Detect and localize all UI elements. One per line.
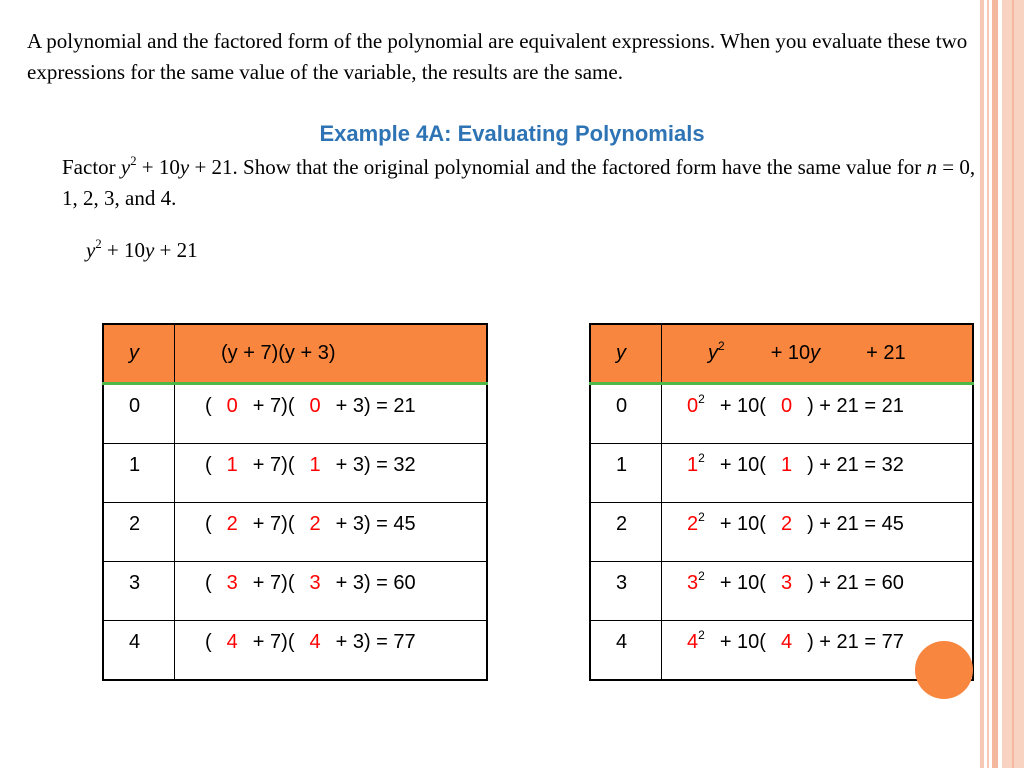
cell-exponent: 2: [698, 510, 705, 525]
header-factored: [175, 324, 488, 384]
cell-y: [590, 621, 662, 681]
cell-substituted: 2: [309, 513, 321, 535]
table-header-row: [590, 324, 973, 384]
problem-text: + 21. Show that the original polynomial and the factored form have the same value for: [189, 155, 927, 179]
decor-stripe: [987, 0, 989, 768]
cell-polynomial: [662, 503, 974, 562]
cell-polynomial-value: [672, 451, 904, 477]
cell-factored: [175, 562, 488, 621]
decor-circle: [915, 641, 973, 699]
header-y: [590, 324, 662, 384]
cell-y-value: 4: [129, 631, 141, 653]
cell-text: + 3) = 45: [335, 513, 416, 535]
cell-text: + 3) = 21: [335, 395, 416, 417]
cell-y-value: 0: [129, 395, 141, 417]
cell-substituted: 3: [780, 572, 793, 594]
cell-exponent: 2: [698, 628, 705, 643]
polynomial-expression: [86, 238, 198, 263]
table-row: [103, 384, 487, 444]
header-var: y: [810, 342, 821, 364]
cell-factored: [175, 444, 488, 503]
cell-text: + 10(: [719, 572, 766, 594]
cell-substituted: 1: [309, 454, 321, 476]
problem-variable-n: n: [926, 155, 937, 179]
cell-factored: [175, 503, 488, 562]
problem-text: = 0, 1, 2, 3, and 4.: [62, 155, 976, 210]
cell-substituted: 1: [780, 454, 793, 476]
cell-text: (: [205, 454, 212, 476]
cell-factored-value: [190, 631, 416, 654]
cell-text: ) + 21 = 21: [807, 395, 904, 417]
cell-text: + 7)(: [252, 513, 295, 535]
cell-text: + 3) = 60: [335, 572, 416, 594]
cell-text: + 10(: [719, 513, 766, 535]
cell-text: ) + 21 = 32: [807, 454, 904, 476]
cell-substituted: 4: [226, 631, 238, 653]
table-row: [103, 562, 487, 621]
cell-y: [103, 503, 175, 562]
cell-text: + 10(: [719, 454, 766, 476]
header-exp: 2: [718, 339, 725, 354]
factored-form-table: [102, 323, 488, 681]
cell-substituted: 0: [309, 395, 321, 417]
table-row: [590, 503, 973, 562]
cell-y: [590, 444, 662, 503]
cell-exponent: 2: [698, 392, 705, 407]
header-text: + 10: [770, 342, 811, 364]
cell-text: ) + 21 = 60: [807, 572, 904, 594]
cell-factored-value: [190, 572, 416, 595]
cell-y: [103, 621, 175, 681]
expr-text: + 21: [154, 238, 198, 262]
table-row: [103, 621, 487, 681]
cell-substituted: 2: [687, 513, 699, 535]
cell-factored-value: [190, 395, 416, 418]
cell-text: + 3) = 77: [335, 631, 416, 653]
cell-y-value: 1: [129, 454, 141, 476]
cell-factored-value: [190, 513, 416, 536]
table-row: [590, 444, 973, 503]
cell-polynomial-value: [672, 569, 904, 595]
cell-y-value: 1: [616, 454, 628, 476]
cell-y-value: 3: [129, 572, 141, 594]
cell-substituted: 0: [226, 395, 238, 417]
header-y-label: y: [616, 342, 626, 364]
cell-text: + 10(: [719, 631, 766, 653]
cell-substituted: 4: [687, 631, 699, 653]
cell-text: (: [205, 572, 212, 594]
expr-text: + 10: [101, 238, 145, 262]
problem-text: + 10: [136, 155, 180, 179]
cell-y-value: 3: [616, 572, 628, 594]
cell-y: [590, 562, 662, 621]
cell-y-value: 2: [616, 513, 628, 535]
header-var: y: [708, 342, 718, 364]
decor-stripe: [1012, 0, 1014, 768]
expr-variable: y: [144, 238, 155, 262]
expr-exponent: 2: [95, 236, 102, 251]
cell-substituted: 4: [780, 631, 793, 653]
cell-exponent: 2: [698, 569, 705, 584]
cell-substituted: 3: [309, 572, 321, 594]
cell-substituted: 0: [780, 395, 793, 417]
cell-text: + 7)(: [252, 572, 295, 594]
problem-statement: [62, 152, 987, 214]
cell-substituted: 2: [780, 513, 793, 535]
problem-text: Factor: [62, 155, 121, 179]
header-y-label: y: [129, 342, 139, 364]
slide-title: Example 4A: Evaluating Polynomials: [319, 121, 705, 146]
cell-text: + 10(: [719, 395, 766, 417]
cell-polynomial: [662, 384, 974, 444]
cell-substituted: 2: [226, 513, 238, 535]
expr-variable: y: [86, 238, 96, 262]
cell-y-value: 0: [616, 395, 628, 417]
cell-text: + 3) = 32: [335, 454, 416, 476]
cell-substituted: 3: [687, 572, 699, 594]
cell-substituted: 3: [226, 572, 238, 594]
cell-factored: [175, 621, 488, 681]
table-row: [103, 444, 487, 503]
decor-stripe: [980, 0, 984, 768]
cell-y-value: 4: [616, 631, 628, 653]
cell-text: (: [205, 513, 212, 535]
cell-substituted: 1: [687, 454, 699, 476]
cell-text: ) + 21 = 45: [807, 513, 904, 535]
cell-text: + 7)(: [252, 395, 295, 417]
cell-polynomial-value: [672, 510, 904, 536]
problem-variable: y: [120, 155, 131, 179]
problem-variable: y: [179, 155, 190, 179]
table-row: [103, 503, 487, 562]
cell-polynomial-value: [672, 628, 904, 654]
cell-text: (: [205, 395, 212, 417]
cell-y: [103, 384, 175, 444]
cell-polynomial-value: [672, 392, 904, 418]
cell-y: [103, 562, 175, 621]
header-polynomial: [662, 324, 974, 384]
cell-y: [103, 444, 175, 503]
header-y: [103, 324, 175, 384]
cell-substituted: 0: [687, 395, 699, 417]
cell-substituted: 4: [309, 631, 321, 653]
cell-y: [590, 503, 662, 562]
intro-paragraph: A polynomial and the factored form of the polynomial are equivalent expressions. When you evaluate these two expressions for the same value of the variable, the results are the same.: [27, 29, 968, 84]
table-row: [590, 562, 973, 621]
cell-factored: [175, 384, 488, 444]
table-header-row: [103, 324, 487, 384]
header-factored-label: (y + 7)(y + 3): [221, 342, 336, 364]
header-text: + 21: [866, 342, 906, 364]
decor-stripe: [992, 0, 998, 768]
original-polynomial-table: [589, 323, 974, 681]
cell-factored-value: [190, 454, 416, 477]
problem-exponent: 2: [130, 153, 137, 168]
cell-polynomial: [662, 444, 974, 503]
table-row: [590, 384, 973, 444]
cell-text: + 7)(: [252, 631, 295, 653]
cell-y-value: 2: [129, 513, 141, 535]
cell-polynomial: [662, 562, 974, 621]
cell-text: + 7)(: [252, 454, 295, 476]
cell-y: [590, 384, 662, 444]
cell-text: ) + 21 = 77: [807, 631, 904, 653]
cell-substituted: 1: [226, 454, 238, 476]
header-polynomial-label: [708, 339, 906, 365]
cell-text: (: [205, 631, 212, 653]
cell-exponent: 2: [698, 451, 705, 466]
